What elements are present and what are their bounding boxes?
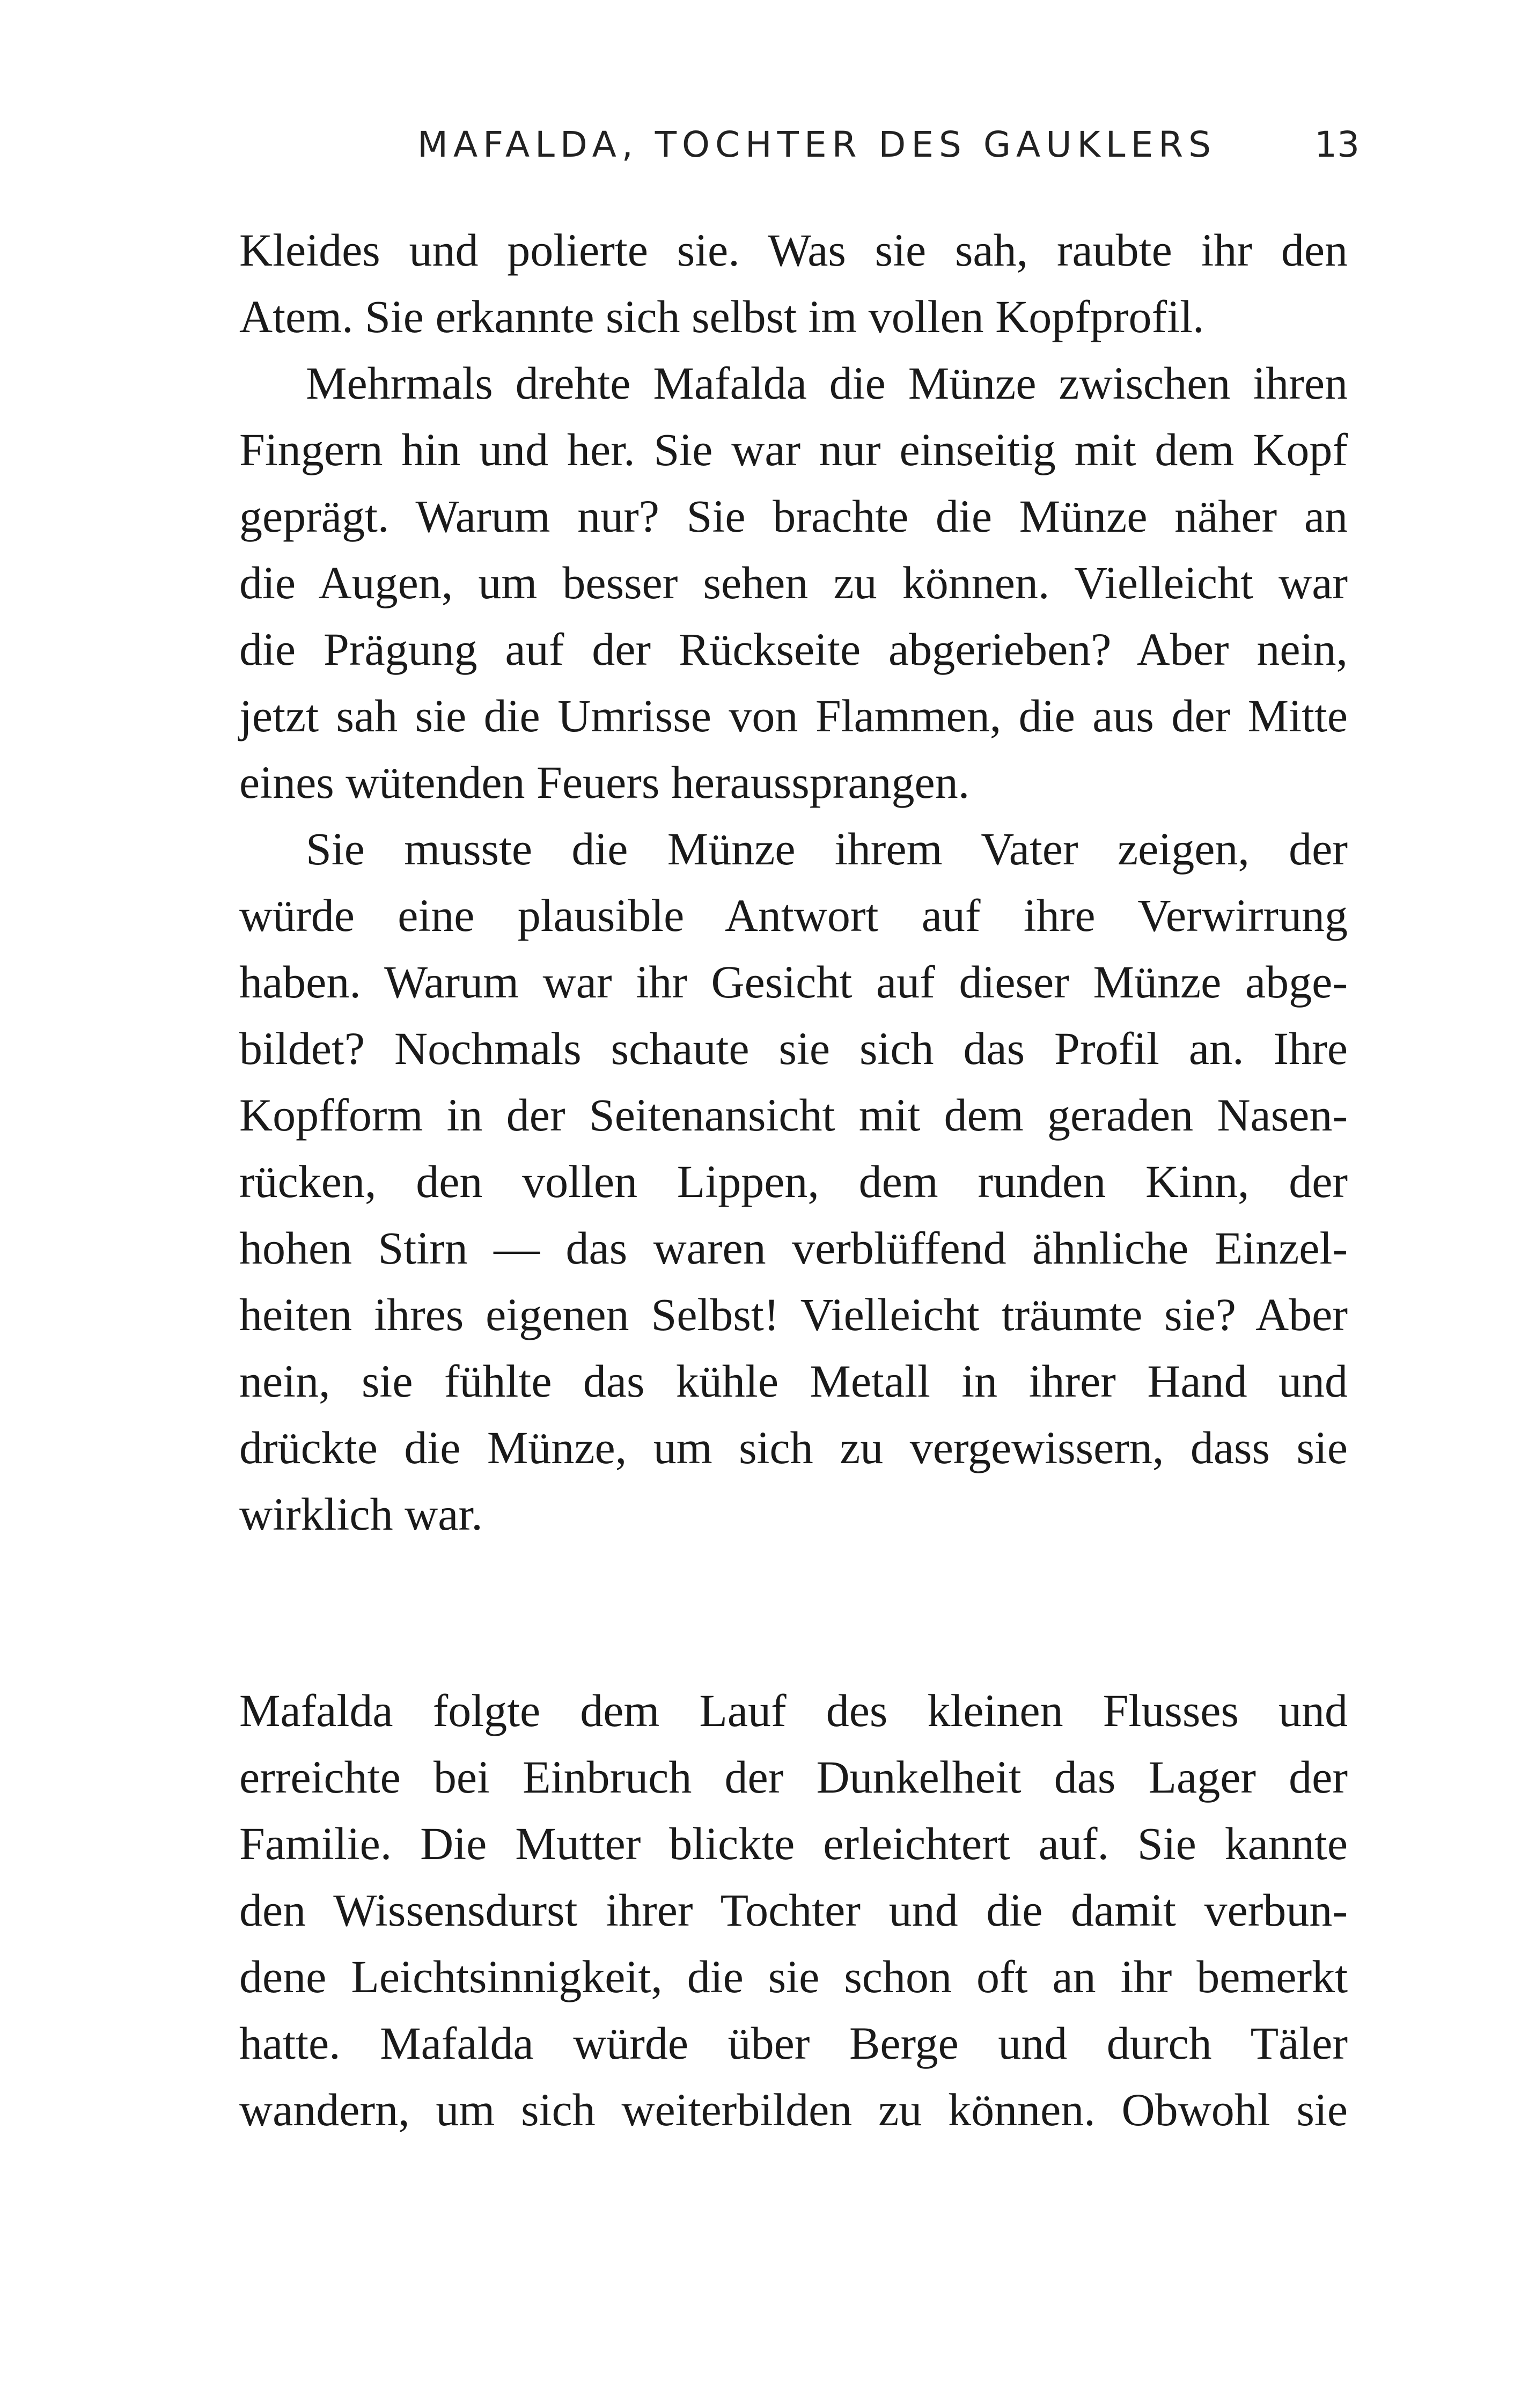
text-line: heiten ihres eigenen Selbst! Vielleicht träumte sie? Aber [239,1289,1348,1340]
text-line: die Augen, um besser sehen zu können. Vielleicht war [239,557,1348,608]
text-line: bildet? Nochmals schaute sie sich das Profil an. Ihre [239,1023,1348,1074]
text-line: drückte die Münze, um sich zu vergewissern, dass sie [239,1422,1348,1473]
text-line: Mafalda folgte dem Lauf des kleinen Flusses und [239,1685,1348,1736]
running-head [0,121,1521,169]
text-line: jetzt sah sie die Umrisse von Flammen, die aus der Mitte [239,690,1348,742]
text-line: rücken, den vollen Lippen, dem runden Kinn, der [239,1156,1348,1207]
text-line: wandern, um sich weiterbilden zu können. Obwohl sie [239,2084,1348,2135]
text-line: eines wütenden Feuers heraussprangen. [239,757,970,808]
text-line: dene Leichtsinnigkeit, die sie schon oft an ihr bemerkt [239,1951,1348,2002]
text-line: haben. Warum war ihr Gesicht auf dieser Münze abge- [239,956,1348,1008]
text-line: Fingern hin und her. Sie war nur einseitig mit dem Kopf [239,424,1348,475]
text-line: hatte. Mafalda würde über Berge und durch Täler [239,2017,1348,2069]
text-line: erreichte bei Einbruch der Dunkelheit das Lager der [239,1751,1348,1803]
text-line: Familie. Die Mutter blickte erleichtert auf. Sie kannte [239,1818,1348,1869]
text-line: Kopfform in der Seitenansicht mit dem geraden Nasen- [239,1089,1348,1141]
running-title: MAFALDA, TOCHTER DES GAUKLERS [417,124,1217,165]
text-line: hohen Stirn — das waren verblüffend ähnliche Einzel- [239,1222,1348,1274]
text-block-main [239,217,1348,1547]
paragraph [239,350,1348,816]
paragraph [239,1677,1348,2143]
paragraph [239,217,1348,350]
page-number: 13 [1314,124,1360,165]
text-line: nein, sie fühlte das kühle Metall in ihrer Hand und [239,1355,1348,1407]
text-line: geprägt. Warum nur? Sie brachte die Münze näher an [239,490,1348,542]
text-line: würde eine plausible Antwort auf ihre Verwirrung [239,890,1348,941]
text-line: den Wissensdurst ihrer Tochter und die damit verbun- [239,1884,1348,1936]
text-line: Mehrmals drehte Mafalda die Münze zwischen ihren [306,357,1348,409]
text-line: Kleides und polierte sie. Was sie sah, raubte ihr den [239,224,1348,276]
paragraph [239,816,1348,1547]
text-line: Sie musste die Münze ihrem Vater zeigen, der [306,823,1348,875]
text-line: wirklich war. [239,1488,483,1540]
text-block-section-break [239,1677,1348,2143]
text-line: die Prägung auf der Rückseite abgerieben? Aber nein, [239,623,1348,675]
text-line: Atem. Sie erkannte sich selbst im vollen Kopfprofil. [239,291,1204,342]
